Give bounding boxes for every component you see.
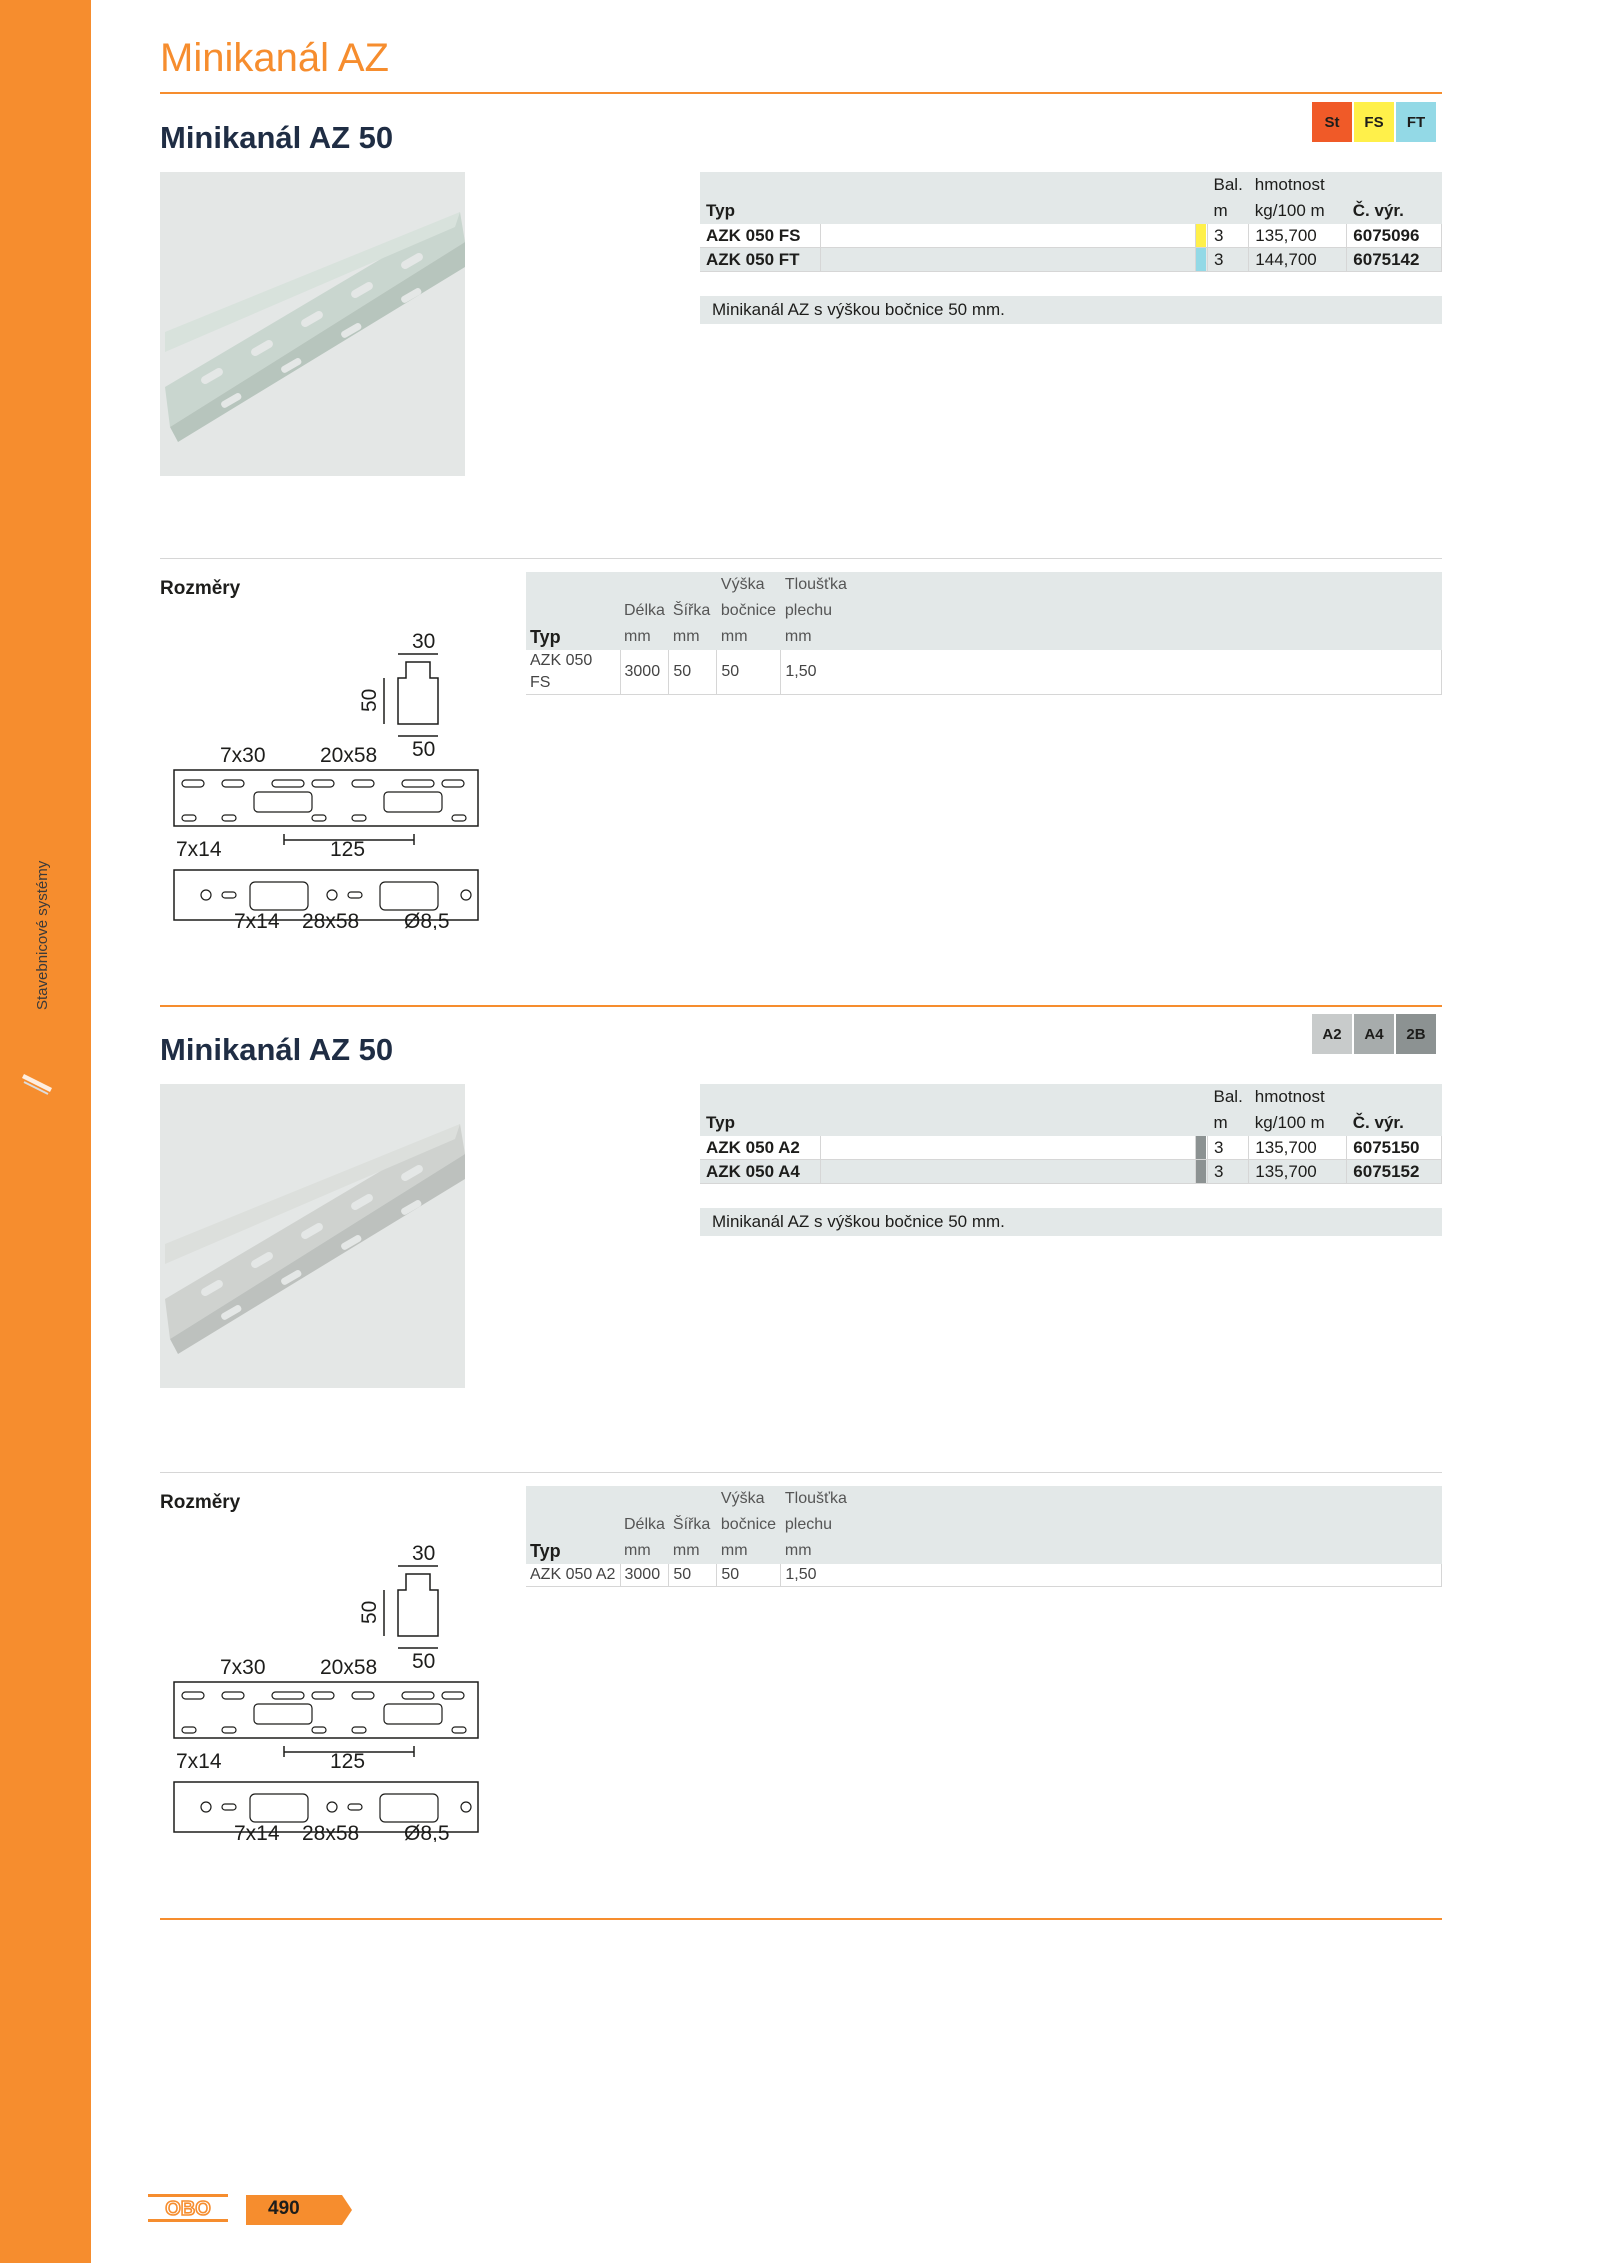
- page-title: Minikanál AZ: [160, 36, 389, 80]
- color-swatch: [1196, 1160, 1206, 1183]
- dim-header-thickness: Tloušťka: [781, 572, 1442, 598]
- dim-unit: mm: [620, 1538, 669, 1564]
- logo-text: OBO: [165, 2198, 211, 2220]
- bal-cell: 3: [1208, 1136, 1249, 1160]
- col-header-bal-unit: m: [1208, 1110, 1249, 1136]
- dim-header-thickness-2: plechu: [781, 598, 1442, 624]
- dim-label: 20x58: [320, 744, 378, 767]
- dim-label: 30: [412, 1542, 436, 1565]
- dim-height-cell: 50: [717, 1564, 781, 1587]
- col-header-article: Č. výr.: [1347, 1110, 1442, 1136]
- color-swatch: [1196, 224, 1206, 247]
- weight-cell: 144,700: [1249, 248, 1347, 272]
- product-description: Minikanál AZ s výškou bočnice 50 mm.: [700, 296, 1442, 324]
- dim-type-cell: AZK 050 A2: [526, 1564, 620, 1587]
- dim-header-length: Délka: [620, 1512, 669, 1538]
- dim-label: Ø8,5: [404, 910, 450, 930]
- dim-label: 28x58: [302, 910, 360, 930]
- section-divider-orange: [160, 1005, 1442, 1007]
- col-header-bal: Bal.: [1208, 172, 1249, 198]
- technical-drawing: [160, 620, 490, 930]
- section-divider: [160, 558, 1442, 559]
- material-badge: A4: [1354, 1014, 1394, 1054]
- dim-unit: mm: [781, 624, 1442, 650]
- table-row: [700, 1160, 1442, 1184]
- dim-type-cell: AZK 050 FS: [526, 650, 620, 695]
- color-swatch: [1196, 1136, 1206, 1159]
- dim-unit: mm: [669, 1538, 717, 1564]
- dim-label: Ø8,5: [404, 1822, 450, 1842]
- article-cell: 6075150: [1347, 1136, 1442, 1160]
- product-table: [700, 1084, 1442, 1184]
- dimensions-label: Rozměry: [160, 1492, 241, 1513]
- section-title: Minikanál AZ 50: [160, 120, 394, 155]
- material-badge: 2B: [1396, 1014, 1436, 1054]
- cable-tray-image: [160, 1084, 465, 1388]
- table-row: [526, 650, 1442, 695]
- material-badge: A2: [1312, 1014, 1352, 1054]
- dim-height-cell: 50: [717, 650, 781, 695]
- table-row: [700, 224, 1442, 248]
- dim-width-cell: 50: [669, 650, 717, 695]
- dim-unit: mm: [717, 1538, 781, 1564]
- col-header-type: Typ: [700, 198, 821, 224]
- obo-logo-icon: [148, 2194, 228, 2222]
- page-number-tab: [246, 2195, 352, 2225]
- cable-tray-image: [160, 172, 465, 476]
- col-header-article: Č. výr.: [1347, 198, 1442, 224]
- table-row: [700, 248, 1442, 272]
- dim-unit: mm: [717, 624, 781, 650]
- col-header-type: Typ: [700, 1110, 821, 1136]
- table-row: [700, 1136, 1442, 1160]
- dim-label: 7x14: [176, 1750, 222, 1773]
- col-header-weight: hmotnost: [1249, 1084, 1347, 1110]
- dim-length-cell: 3000: [620, 650, 669, 695]
- dim-header-thickness: Tloušťka: [781, 1486, 1442, 1512]
- material-badge: FT: [1396, 102, 1436, 142]
- dim-unit: mm: [781, 1538, 1442, 1564]
- product-description: Minikanál AZ s výškou bočnice 50 mm.: [700, 1208, 1442, 1236]
- section-title: Minikanál AZ 50: [160, 1032, 394, 1067]
- color-swatch: [1196, 248, 1206, 271]
- dim-header-type: Typ: [526, 572, 620, 650]
- dimensions-table: [526, 572, 1442, 695]
- dim-unit: mm: [620, 624, 669, 650]
- dim-header-width: Šířka: [669, 598, 717, 624]
- product-photo: [160, 1084, 465, 1388]
- dim-label: 28x58: [302, 1822, 360, 1842]
- dim-unit: mm: [669, 624, 717, 650]
- dim-header-height-2: bočnice: [717, 598, 781, 624]
- bal-cell: 3: [1208, 248, 1249, 272]
- dim-label: 7x14: [234, 910, 280, 930]
- dim-label: 7x14: [234, 1822, 280, 1842]
- type-cell: AZK 050 A2: [700, 1136, 821, 1160]
- article-cell: 6075142: [1347, 248, 1442, 272]
- bal-cell: 3: [1208, 224, 1249, 248]
- dim-label: 30: [412, 630, 436, 653]
- col-header-bal-unit: m: [1208, 198, 1249, 224]
- material-badges: [1312, 102, 1436, 142]
- dim-header-height-2: bočnice: [717, 1512, 781, 1538]
- dim-width-cell: 50: [669, 1564, 717, 1587]
- dim-header-length: Délka: [620, 598, 669, 624]
- dim-label: 50: [412, 1650, 436, 1673]
- product-photo: [160, 172, 465, 476]
- col-header-weight-unit: kg/100 m: [1249, 198, 1347, 224]
- weight-cell: 135,700: [1249, 1160, 1347, 1184]
- dim-header-thickness-2: plechu: [781, 1512, 1442, 1538]
- dim-thickness-cell: 1,50: [781, 650, 1442, 695]
- weight-cell: 135,700: [1249, 1136, 1347, 1160]
- type-cell: AZK 050 FS: [700, 224, 821, 248]
- article-cell: 6075152: [1347, 1160, 1442, 1184]
- dim-label: 50: [358, 688, 381, 712]
- page-number: 490: [268, 2198, 300, 2219]
- dim-label: 125: [330, 1750, 366, 1773]
- type-cell: AZK 050 A4: [700, 1160, 821, 1184]
- type-cell: AZK 050 FT: [700, 248, 821, 272]
- dim-header-height: Výška: [717, 1486, 781, 1512]
- dimensions-table: [526, 1486, 1442, 1587]
- section-divider: [160, 1472, 1442, 1473]
- dim-header-type: Typ: [526, 1486, 620, 1564]
- dim-thickness-cell: 1,50: [781, 1564, 1442, 1587]
- col-header-weight-unit: kg/100 m: [1249, 1110, 1347, 1136]
- dim-label: 7x30: [220, 1656, 266, 1679]
- dim-label: 50: [358, 1600, 381, 1624]
- col-header-bal: Bal.: [1208, 1084, 1249, 1110]
- material-badge: FS: [1354, 102, 1394, 142]
- bal-cell: 3: [1208, 1160, 1249, 1184]
- sidebar-category-label: Stavebnicové systémy: [34, 860, 51, 1010]
- dim-header-height: Výška: [717, 572, 781, 598]
- dim-label: 20x58: [320, 1656, 378, 1679]
- dim-label: 7x30: [220, 744, 266, 767]
- dim-header-width: Šířka: [669, 1512, 717, 1538]
- dim-label: 50: [412, 738, 436, 761]
- section-divider-orange: [160, 1918, 1442, 1920]
- dimensions-label: Rozměry: [160, 578, 241, 599]
- article-cell: 6075096: [1347, 224, 1442, 248]
- dim-label: 7x14: [176, 838, 222, 861]
- dim-label: 125: [330, 838, 366, 861]
- product-table: [700, 172, 1442, 272]
- sidebar: [0, 0, 91, 2263]
- dim-length-cell: 3000: [620, 1564, 669, 1587]
- technical-drawing: [160, 1532, 490, 1842]
- table-row: [526, 1564, 1442, 1587]
- material-badges: [1312, 1014, 1436, 1054]
- col-header-weight: hmotnost: [1249, 172, 1347, 198]
- product-thumbnail-icon: [20, 1070, 54, 1098]
- weight-cell: 135,700: [1249, 224, 1347, 248]
- material-badge: St: [1312, 102, 1352, 142]
- title-divider: [160, 92, 1442, 94]
